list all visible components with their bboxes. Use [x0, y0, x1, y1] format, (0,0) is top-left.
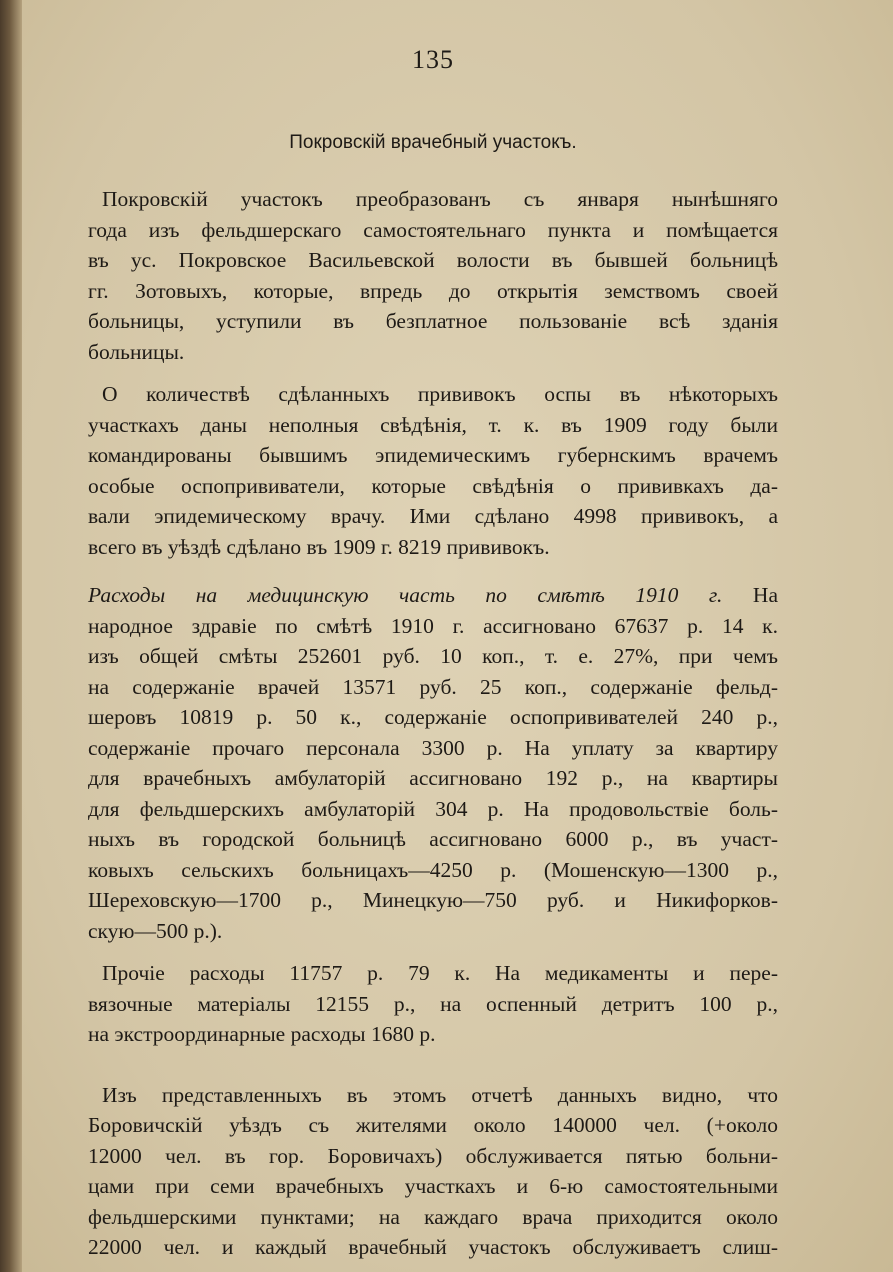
paragraph-4	[88, 958, 778, 1050]
text-line: скую—500 р.).	[88, 918, 223, 943]
text-line: года изъ фельдшерскаго самостоятельнаго пункта и помѣщается	[88, 217, 778, 242]
text-line: участкахъ даны неполныя свѣдѣнія, т. к. въ 1909 году были	[88, 412, 778, 437]
text-line: для врачебныхъ амбулаторій ассигновано 192 р., на квартиры	[88, 766, 778, 790]
text-line: больницы.	[88, 339, 185, 364]
text-line: 12000 чел. въ гор. Боровичахъ) обслуживается пятью больни-	[88, 1143, 778, 1168]
text-line: въ ус. Покровское Васильевской волости въ бывшей больницѣ	[88, 248, 778, 272]
text-line: Прочіе расходы 11757 р. 79 к. На медикаменты и пере-	[102, 961, 778, 985]
text-line: цами при семи врачебныхъ участкахъ и 6-ю самостоятельными	[88, 1174, 778, 1198]
text-line: Боровичскій уѣздъ съ жителями около 140000 чел. (+около	[88, 1113, 778, 1137]
text-fragment: На	[752, 583, 778, 607]
text-line: народное здравіе по смѣтѣ 1910 г. ассигновано 67637 р. 14 к.	[88, 613, 778, 638]
italic-heading: Расходы на медицинскую часть по смѣтѣ 1910 г.	[88, 583, 723, 607]
text-line: Шереховскую—1700 р., Минецкую—750 руб. и Никифорков-	[88, 888, 778, 912]
text-line: больницы, уступили въ безплатное пользованіе всѣ зданія	[88, 309, 778, 333]
text-line: 22000 чел. и каждый врачебный участокъ обслуживаетъ слиш-	[88, 1235, 778, 1259]
text-line: фельдшерскими пунктами; на каждаго врача приходится около	[88, 1204, 778, 1229]
text-line: для фельдшерскихъ амбулаторій 304 р. На продовольствіе боль-	[88, 796, 778, 821]
text-line: ныхъ въ городской больницѣ ассигновано 6000 р., въ участ-	[88, 827, 778, 851]
text-line: особые оспопрививатели, которые свѣдѣнія о прививкахъ да-	[88, 473, 778, 498]
text-line: вали эпидемическому врачу. Ими сдѣлано 4998 прививокъ, а	[88, 504, 778, 528]
text-line: изъ общей смѣты 252601 руб. 10 коп., т. е. 27%, при чемъ	[88, 644, 778, 668]
text-line: ковыхъ сельскихъ больницахъ—4250 р. (Мошенскую—1300 р.,	[88, 857, 778, 882]
text-line: Изъ представленныхъ въ этомъ отчетѣ данныхъ видно, что	[102, 1082, 778, 1107]
text-line: гг. Зотовыхъ, которые, впредь до открытія земствомъ своей	[88, 278, 778, 303]
text-line: О количествѣ сдѣланныхъ прививокъ оспы въ нѣкоторыхъ	[102, 382, 778, 406]
page-number: 135	[412, 45, 454, 74]
text-line	[88, 580, 778, 611]
text-block	[88, 40, 778, 1263]
text-line: содержаніе прочаго персонала 3300 р. На уплату за квартиру	[88, 735, 778, 760]
paragraph-3	[88, 580, 778, 946]
text-line: на экстроординарные расходы 1680 р.	[88, 1022, 436, 1046]
text-line: Покровскій участокъ преобразованъ съ января нынѣшняго	[102, 187, 778, 211]
section-heading: Покровскій врачебный участокъ.	[289, 132, 577, 153]
text-line: вязочные матеріалы 12155 р., на оспенный детритъ 100 р.,	[88, 991, 778, 1016]
text-line: командированы бывшимъ эпидемическимъ губернскимъ врачемъ	[88, 443, 778, 467]
paragraph-5	[88, 1080, 778, 1263]
paragraph-1	[88, 184, 778, 367]
text-line: шеровъ 10819 р. 50 к., содержаніе оспопрививателей 240 р.,	[88, 705, 778, 729]
text-line: на содержаніе врачей 13571 руб. 25 коп., содержаніе фельд-	[88, 674, 778, 699]
text-line: всего въ уѣздѣ сдѣлано въ 1909 г. 8219 прививокъ.	[88, 534, 550, 559]
book-spine	[0, 0, 22, 1272]
paragraph-2	[88, 379, 778, 562]
